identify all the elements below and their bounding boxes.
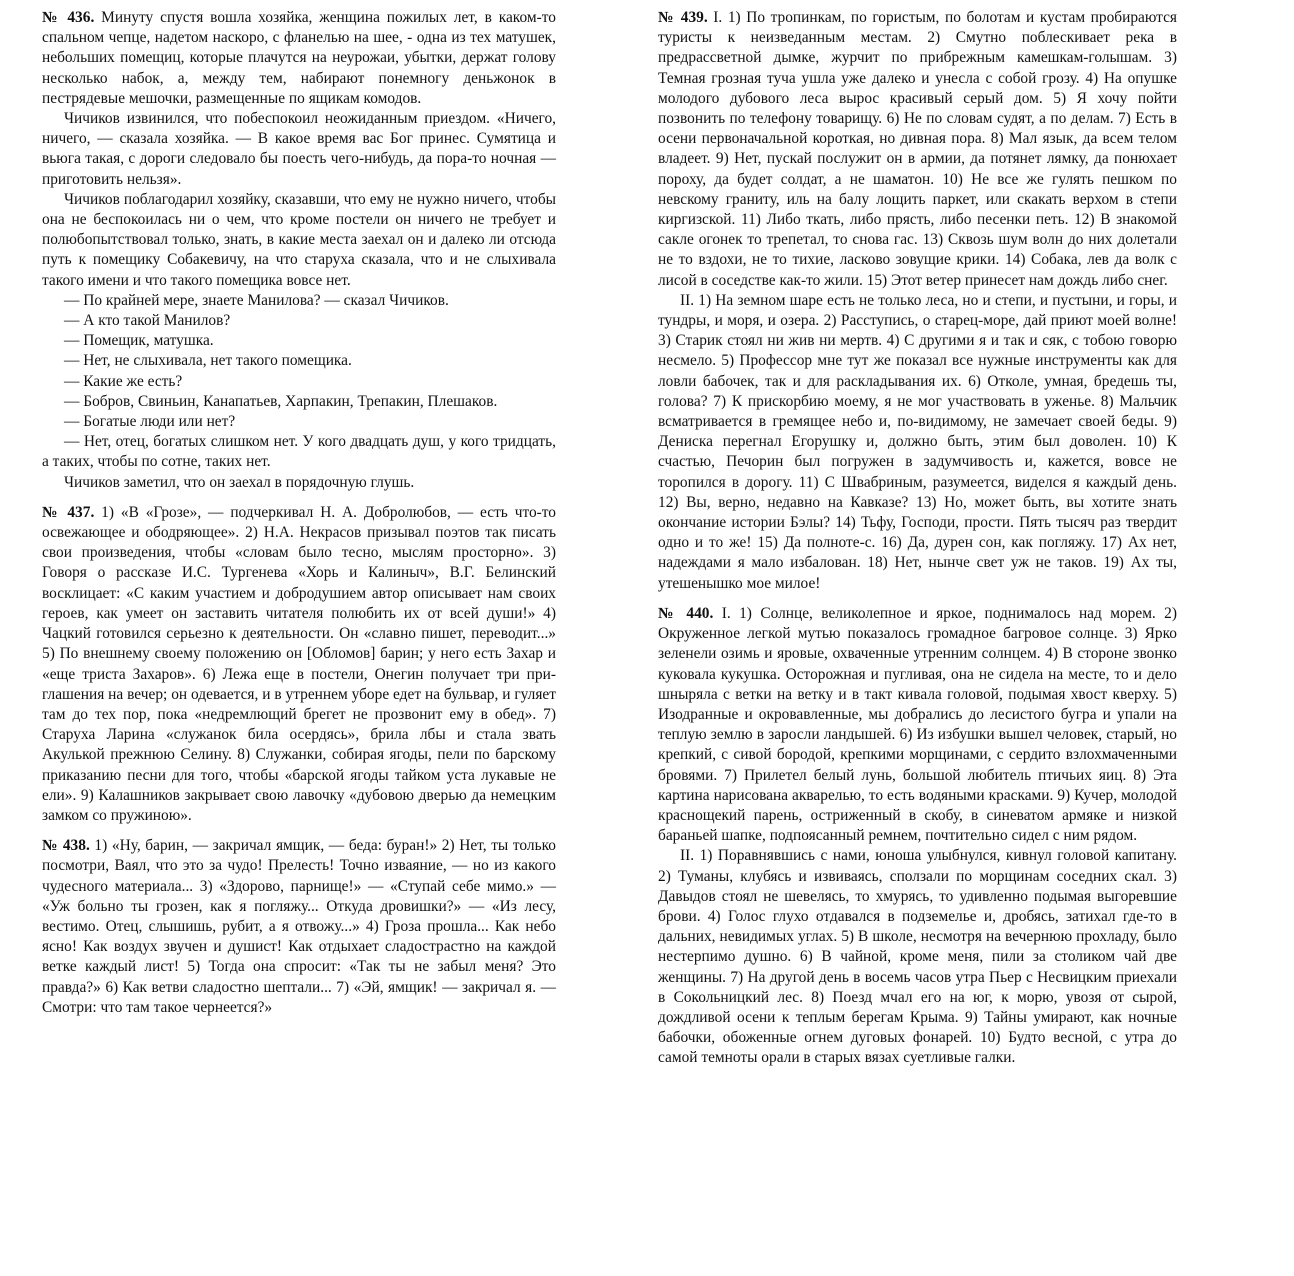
ex440-part1: № 440. I. 1) Солнце, великолепное и яркое, поднималось над морем. 2) Окруженное легкой мутью показалось громадное багровое солнце. 3) Ярко зеленели озимь и яровые, охваченные утренним солнцем. 4) В стороне звонко куковала кукушка. Осторожная и пугливая, она не сидела на месте, то и дело шныряла с ветки на ветку и в такт кивала головой, подымая хвост кверху. 5) Изодранные и окровавленные, мы добрались до лесистого бугра и упали на теплую землю в заросли ландышей. 6) Из избушки вышел человек, старый, но крепкий, с сивой бородой, крепкими морщинами, с сердито взлохмаченными бровями. 7) Прилетел белый лунь, большой любитель птичьих яиц. 8) Эта картина нарисована акварелью, то есть водяными красками. 9) Кучер, молодой краснощекий парень, остриженный в скобу, в синеватом армяке и низкой бараньей шапке, подпоясанный ремнем, почтительно сидел с ним рядом. bbox=[658, 604, 1177, 845]
dialogue-line: — Бобров, Свиньин, Канапатьев, Харпакин, Трепакин, Плешаков. bbox=[64, 392, 498, 410]
ex438-number: № 438. bbox=[42, 837, 90, 855]
dialogue-line: — Помещик, матушка. bbox=[64, 332, 214, 350]
ex439-part1: № 439. I. 1) По тропинкам, по гористым, по болотам и кустам пробираются туристы к неизведанным местам. 2) Смутно поблескивает река в предрассветной дымке, журчит по прибрежным камешкам-голышам. 3) Темная грозная туча ушла уже далеко и унесла с собой грозу. 4) На опушке молодого дубового леса вырос красивый серый дом. 5) Я хочу пойти позвонить по телефону товарищу. 6) Не по словам судят, а по делам. 7) Есть в осени первоначальной короткая, но дивная пора. 8) Мал язык, да всем телом владеет. 9) Нет, пускай послужит он в армии, да потянет лямку, да понюхает пороху, да будет солдат, а не шаматон. 10) Не все же гулять пешком по невскому граниту, иль на балу лощить паркет, или скакать верхом в степи киргизской. 11) Либо ткать, либо прясть, либо песенки петь. 12) В знакомой сакле огонек то трепетал, то снова гас. 13) Сквозь шум волн до них долетали не то вздохи, не то тихие, ласково зовущие крики. 14) Собака, лев да волк с лисой в соседстве как-то жили. 15) Этот ветер принесет нам дождь либо снег. bbox=[658, 9, 1177, 289]
dialogue-line: — Какие же есть? bbox=[64, 372, 183, 390]
dialogue-line: — А кто такой Манилов? bbox=[64, 312, 231, 330]
dialogue-line: — Богатые люди или нет? bbox=[64, 413, 236, 431]
right-column bbox=[658, 8, 1177, 1079]
ex436-paragraph: Чичиков заметил, что он заехал в порядочную глушь. bbox=[64, 473, 415, 491]
ex436-paragraph: Чичиков поблагодарил хозяйку, сказавши, что ему не нужно ничего, чтобы она не беспокоилась ни о чем, что кроме постели он ничего не требует и полюбопытствовал только, знать, в какие места заехал он и далеко ли отсюда путь к помещику Собакевичу, на что старуха сказала, что и не слыхивала такого имени и что такого помещика вовсе нет. bbox=[42, 190, 556, 289]
ex440-number: № 440. bbox=[658, 604, 714, 622]
left-column bbox=[42, 8, 556, 1028]
exercise-438 bbox=[42, 836, 556, 1018]
ex439-part2: II. 1) На земном шаре есть не только леса, но и степи, и пустыни, и горы, и тундры, и моря, и озера. 2) Расступись, о старец-море, дай приют моей волне! 3) Старик стоял ни жив ни мертв. 4) С другими я и так и сяк, с тобою говорю несмело. 5) Профессор мне тут же показал все нужные инструменты как для ловли бабочек, так и для раскладывания их. 6) Отколе, умная, бредешь ты, голова? 7) К прискорбию моему, я не мог участвовать в уженье. 8) Мальчик всматривается в гремящее небо и, по-видимому, не замечает своей беды. 9) Дениска перегнал Егорушку и, должно быть, этим был доволен. 10) К счастью, Печорин был погружен в задумчивость и, кажется, вовсе не торопился в дорогу. 11) С Швабриным, разумеется, виделся я каждый день. 12) Вы, верно, недавно на Кавказе? 13) Но, может быть, вы хотите знать окончание истории Бэлы? 14) Тьфу, Господи, прости. Пять тысяч раз твердит одно и то же! 15) Да полноте-с. 16) Да, дурен сон, как погляжу. 17) Ах нет, надеждами я мало избалован. 18) Нет, нынче свет уж не таков. 19) Ах ты, утешенышко мое милое! bbox=[658, 291, 1177, 592]
ex436-intro: № 436. Минуту спустя вошла хозяйка, женщина пожилых лет, в каком-то спальном чепце, надетом наскоро, с фланелью на шее, - одна из тех матушек, небольших помещиц, которые плачутся на неурожаи, убытки, держат голову несколько набок, а, между тем, набирают понемногу деньжонок в пестрядевые мешочки, размещенные по ящикам комодов. bbox=[42, 9, 556, 107]
dialogue-line: — Нет, отец, богатых слишком нет. У кого двадцать душ, у кого тридцать, а таких, чтобы по сотне, таких нет. bbox=[42, 433, 556, 471]
ex436-number: № 436. bbox=[42, 9, 95, 26]
ex436-paragraph: Чичиков извинился, что побеспокоил неожиданным приездом. «Ничего, ничего, — сказала хозяйка. — В какое время вас Бог принес. Сумятица и вьюга такая, с дороги следовало бы поесть чего-нибудь, да пора-то ночная — приготовить нельзя». bbox=[42, 110, 556, 188]
dialogue-line: — Нет, не слыхивала, нет такого помещика. bbox=[64, 352, 352, 370]
ex437-number: № 437. bbox=[42, 503, 95, 521]
dialogue-line: — По крайней мере, знаете Манилова? — сказал Чичиков. bbox=[64, 291, 449, 309]
ex438-text: № 438. 1) «Ну, барин, — закричал ямщик, — беда: буран!» 2) Нет, ты только посмотри, Ваял, что это за чудо! Прелесть! Точно изваяние, — но из какого чудесного материала... 3) «Здорово, парнище!» — «Ступай себе мимо.» — «Уж больно ты грозен, как я погляжу... Откуда дровишки?» — «Из лесу, вестимо. Отец, слышишь, рубит, а я отвожу...» 4) Гроза прошла... Как небо ясно! Как воздух звучен и душист! Как отдыхает сладострастно на каждой ветке каждый лист! 5) Тогда она спросит: «Так ты не забыл меня? Это правда?» 6) Как ветви сладостно шептали... 7) «Эй, ямщик! — закричал я. — Смотри: что там такое чернеется?» bbox=[42, 837, 557, 1016]
exercise-440 bbox=[658, 604, 1177, 1069]
exercise-439 bbox=[658, 8, 1177, 594]
ex437-text: № 437. 1) «В «Грозе», — подчеркивал Н. А. Добролюбов, — есть что-то освежающее и ободряющее». 2) Н.А. Некрасов призывал поэтов так писать свои произведения, чтобы «словам было тесно, мыслям просторно». 3) Говоря о рассказе И.С. Тургенева «Хорь и Калиныч», В.Г. Белинский восклицает: «С каким участием и добродушием автор описывает нам своих героев, как умеет он заставить читателя полюбить их от всей души!» 4) Чацкий готовился серьезно к деятельности. Он «славно пишет, переводит...» 5) По внешнему своему положению он [Обломов] барин; у него есть Захар и «еще триста Захаров». 6) Лежа еще в постели, Онегин получает три приглашения на вечер; он одевается, и в утреннем уборе едет на бульвар, и гуляет там до тех пор, пока «недремлющий брегет не прозвонит ему в обед». 7) Старуха Ларина «служанок била осердясь», брила лбы и стала звать Акулькой прежнюю Селину. 8) Служанки, собирая ягоды, пели по барскому приказанию песни для того, чтобы «барской ягоды тайком уста лукавые не ели». 9) Калашников закрывает свою лавочку «дубовою дверью да немецким замком со пружиною». bbox=[42, 503, 557, 824]
exercise-437 bbox=[42, 503, 556, 826]
ex439-number: № 439. bbox=[658, 9, 708, 26]
exercise-436 bbox=[42, 8, 556, 493]
ex440-part2: II. 1) Поравнявшись с нами, юноша улыбнулся, кивнул головой капитану. 2) Туманы, клубясь и извиваясь, сползали по морщинам соседних скал. 3) Давыдов стоял не шевелясь, то хмурясь, то удивленно подымая выгоревшие брови. 4) Голос глухо отдавался в подземелье и, дробясь, затихал где-то в дальних, невидимых углах. 5) В школе, несмотря на вечернюю прохладу, было нестерпимо душно. 6) В чайной, кроме меня, пили за столиком чай две женщины. 7) На другой день в восемь часов утра Пьер с Несвицким приехали в Сокольницкий лес. 8) Поезд мчал его на юг, к морю, увозя от сырой, дождливой осени к теплым берегам Крыма. 9) Тайны умирают, как ночные бабочки, обоженные огнем дуговых фонарей. 10) Будто весной, с утра до самой темноты орали в старых вязах суетливые галки. bbox=[658, 847, 1177, 1067]
